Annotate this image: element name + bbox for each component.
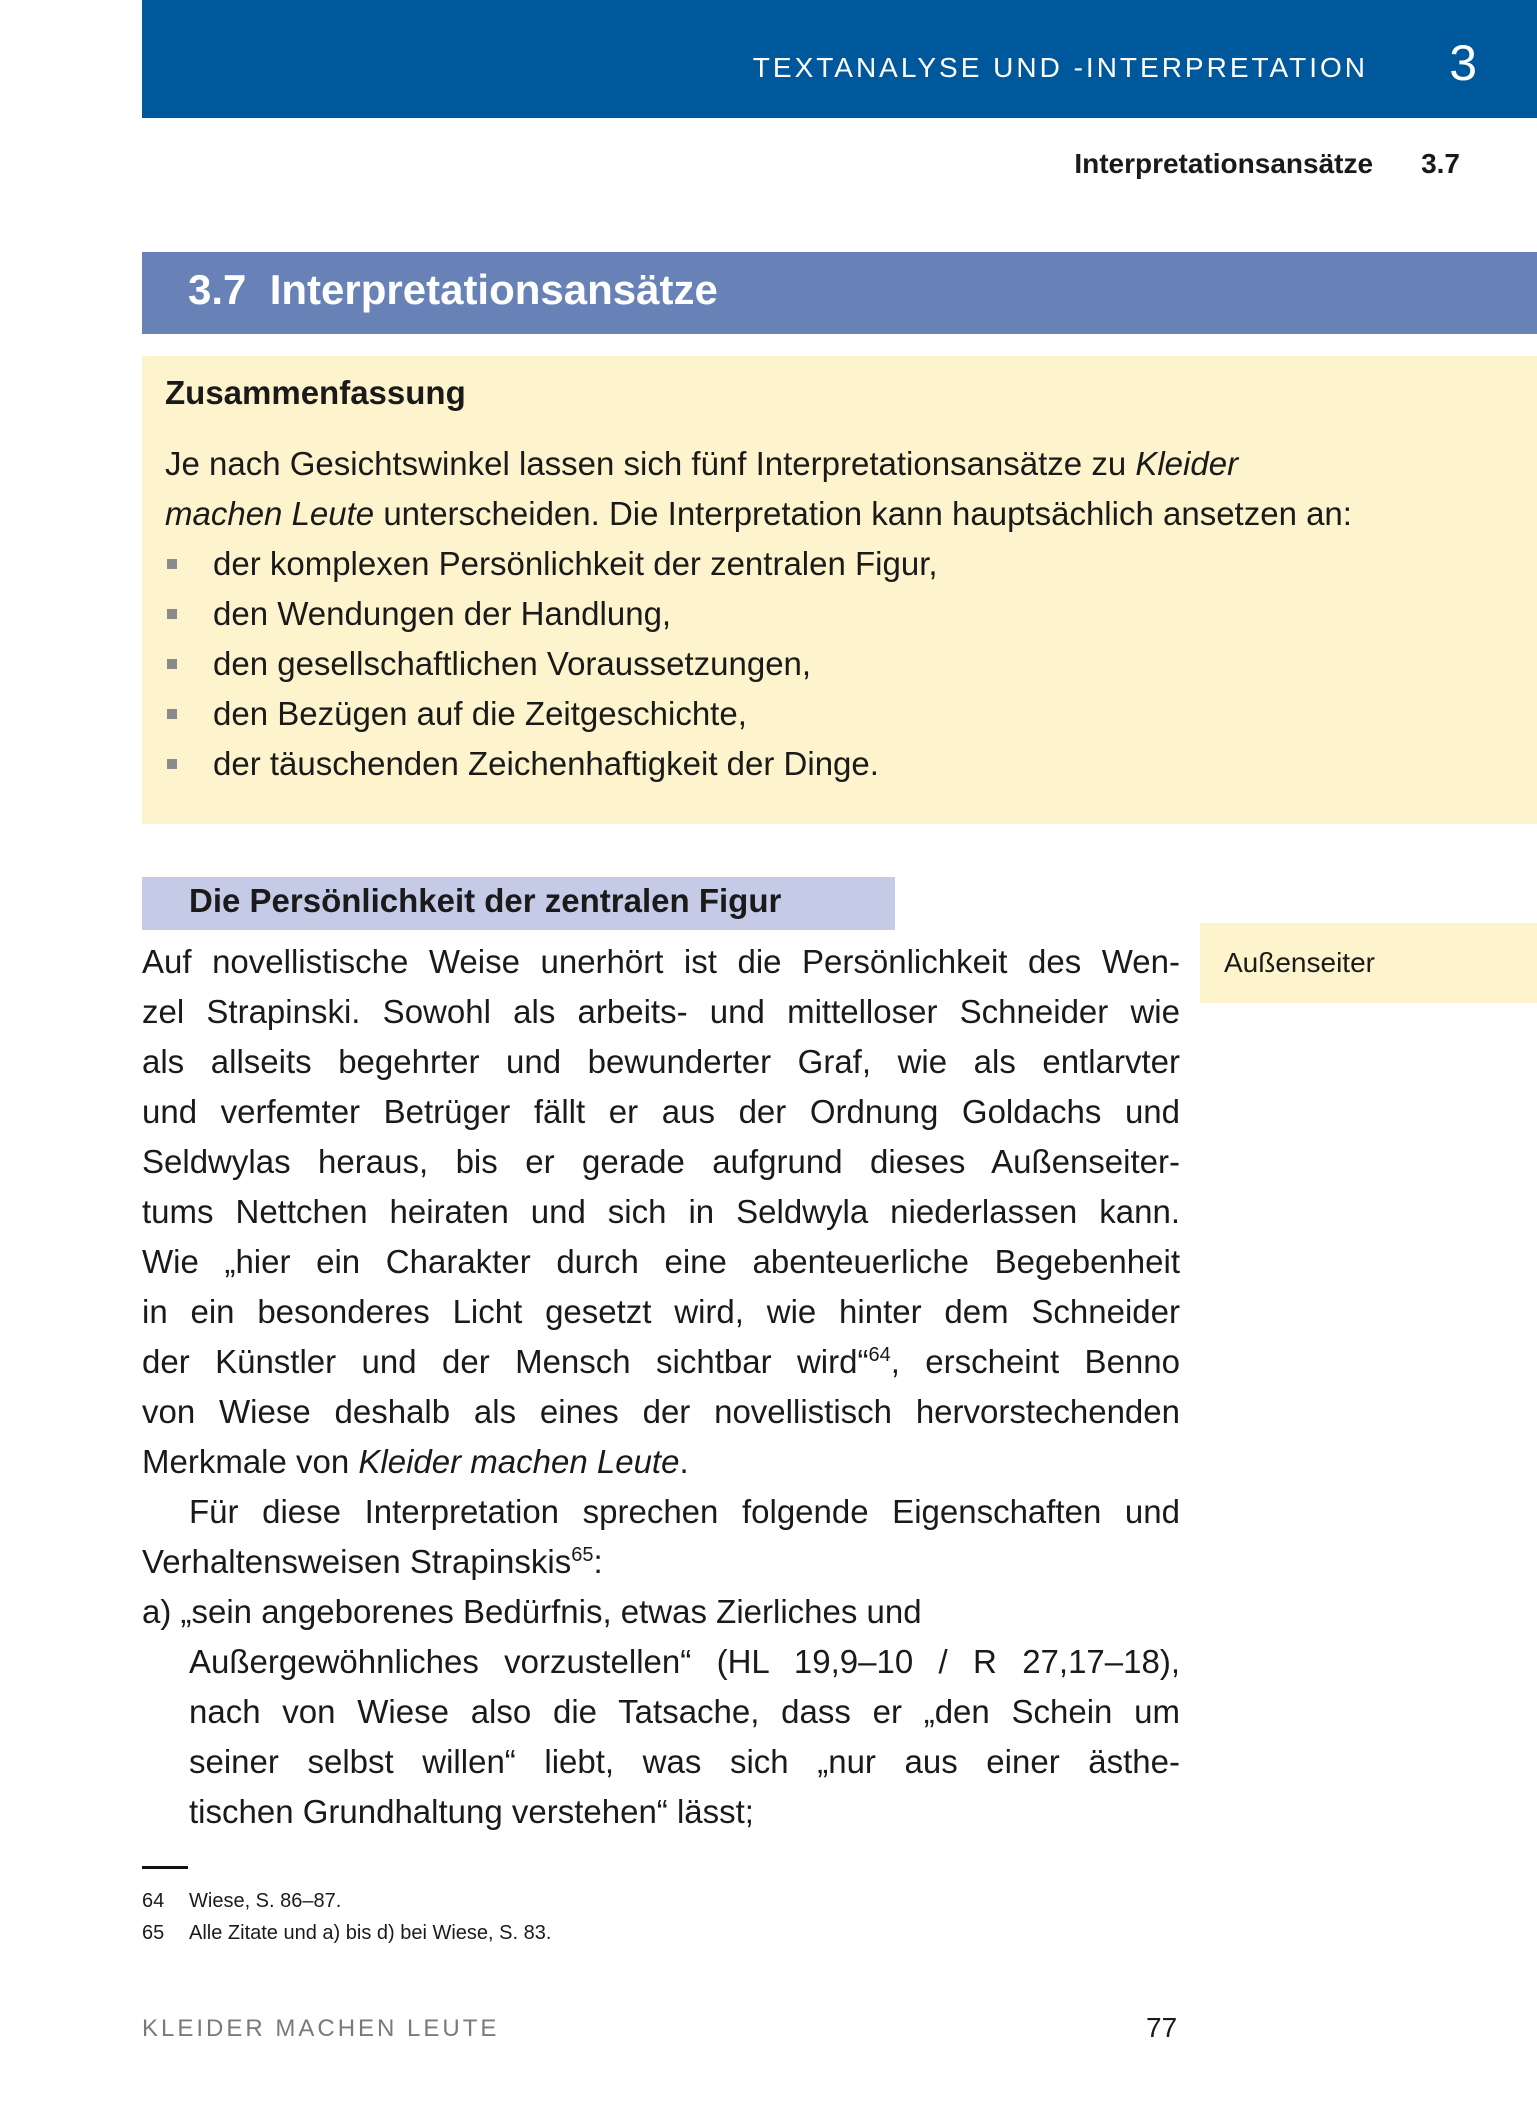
footnote-text: Wiese, S. 86–87. (189, 1890, 342, 1912)
summary-intro-line (165, 489, 1352, 539)
body-line: Für diese Interpretation sprechen folgende Eigenschaften und (189, 1493, 1180, 1530)
body-line: in ein besonderes Licht gesetzt wird, wie hinter dem Schneider (142, 1293, 1180, 1330)
summary-intro-line (165, 439, 1238, 489)
summary-list-item: den gesellschaftlichen Voraussetzungen, (213, 645, 812, 682)
bullet-icon (167, 559, 177, 569)
footnote (142, 1922, 551, 1945)
summary-list-item: der täuschenden Zeichenhaftigkeit der Dinge. (213, 745, 879, 782)
body-line: Auf novellistische Weise unerhört ist die Persönlichkeit des Wen- (142, 943, 1180, 980)
body-line: zel Strapinski. Sowohl als arbeits- und mittelloser Schneider wie (142, 993, 1180, 1030)
body-line: seiner selbst willen“ liebt, was sich „nur aus einer ästhe- (189, 1743, 1180, 1780)
book-title: Kleider (1135, 445, 1239, 482)
body-line: tums Nettchen heiraten und sich in Seldwyla niederlassen kann. (142, 1193, 1180, 1230)
footnote-divider (142, 1866, 188, 1869)
body-line (142, 1437, 1180, 1487)
body-line: Außergewöhnliches vorzustellen“ (HL 19,9–10 / R 27,17–18), (189, 1643, 1180, 1680)
summary-list-item: der komplexen Persönlichkeit der zentralen Figur, (213, 545, 938, 582)
text: . (679, 1443, 689, 1480)
list-item-a: a) „sein angeborenes Bedürfnis, etwas Zierliches und (142, 1593, 922, 1630)
footnote (142, 1890, 341, 1913)
chapter-title: TEXTANALYSE UND -INTERPRETATION (752, 52, 1368, 83)
footnote-number: 65 (142, 1922, 165, 1944)
bullet-icon (167, 759, 177, 769)
summary-list-item: den Wendungen der Handlung, (213, 595, 672, 632)
bullet-icon (167, 709, 177, 719)
running-number: 3.7 (1421, 148, 1460, 179)
body-line: tischen Grundhaltung verstehen“ lässt; (189, 1793, 754, 1830)
page-number: 77 (1146, 2012, 1178, 2043)
text: Verhaltensweisen Strapinskis (142, 1543, 572, 1580)
footnote-ref[interactable]: 65 (571, 1544, 594, 1566)
text: unterscheiden. Die Interpretation kann hauptsächlich ansetzen an: (374, 495, 1352, 532)
body-line: und verfemter Betrüger fällt er aus der Ordnung Goldachs und (142, 1093, 1180, 1130)
text: , erscheint Benno (890, 1343, 1180, 1380)
text: : (593, 1543, 603, 1580)
running-title: Interpretationsansätze (1074, 148, 1374, 179)
margin-note: Außenseiter (1224, 947, 1375, 978)
summary-heading: Zusammenfassung (165, 374, 466, 411)
section-title: 3.7 Interpretationsansätze (188, 266, 718, 313)
body-line: Wie „hier ein Charakter durch eine abenteuerliche Begebenheit (142, 1243, 1180, 1280)
body-line: nach von Wiese also die Tatsache, dass er „den Schein um (189, 1693, 1180, 1730)
body-line: Seldwylas heraus, bis er gerade aufgrund dieses Außenseiter- (142, 1143, 1180, 1180)
text: Merkmale von (142, 1443, 359, 1480)
running-head (1074, 148, 1460, 180)
footnote-ref[interactable]: 64 (868, 1344, 891, 1366)
summary-list-item: den Bezügen auf die Zeitgeschichte, (213, 695, 747, 732)
text: Je nach Gesichtswinkel lassen sich fünf Interpretationsansätze zu (165, 445, 1136, 482)
bullet-icon (167, 609, 177, 619)
footnote-number: 64 (142, 1890, 165, 1912)
body-line (142, 1337, 1180, 1387)
chapter-number: 3 (1449, 35, 1477, 91)
footnote-text: Alle Zitate und a) bis d) bei Wiese, S. 83. (189, 1922, 552, 1944)
book-title: Kleider machen Leute (358, 1443, 680, 1480)
bullet-icon (167, 659, 177, 669)
body-line (142, 1537, 1180, 1587)
subheading: Die Persönlichkeit der zentralen Figur (189, 882, 782, 919)
book-title: machen Leute (165, 495, 375, 532)
body-line: als allseits begehrter und bewunderter Graf, wie als entlarvter (142, 1043, 1180, 1080)
footer-book-title: KLEIDER MACHEN LEUTE (142, 2015, 500, 2042)
body-line: von Wiese deshalb als eines der novellistisch hervorstechenden (142, 1393, 1180, 1430)
text: der Künstler und der Mensch sichtbar wird“ (142, 1343, 869, 1380)
